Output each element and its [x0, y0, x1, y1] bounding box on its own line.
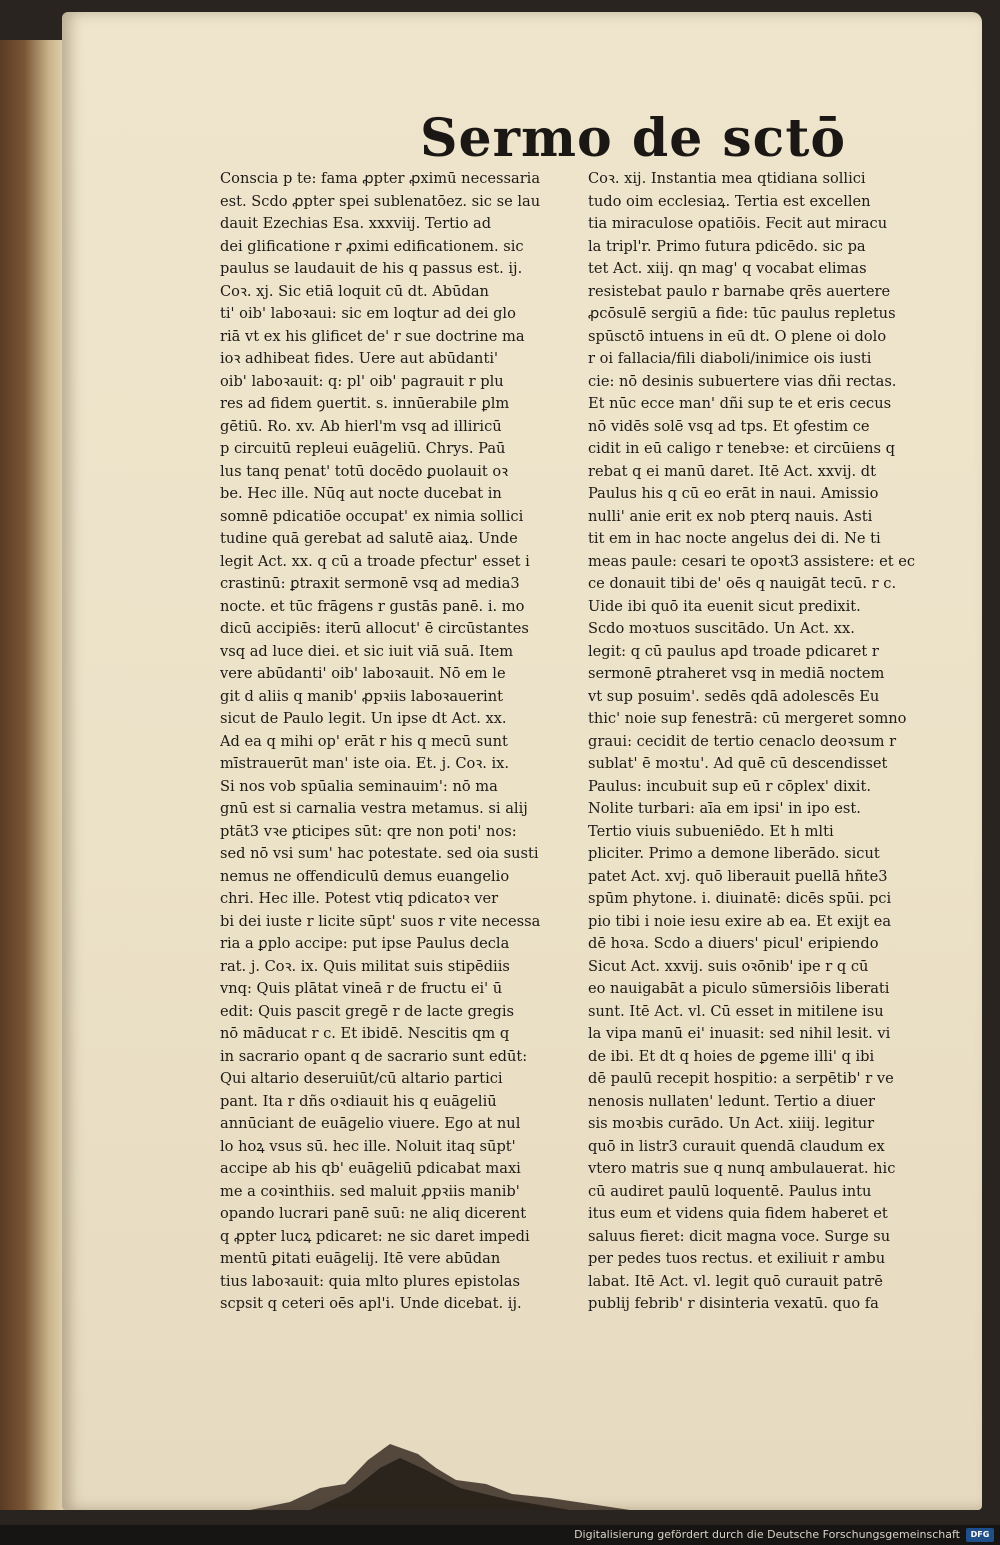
- text-line: labat. Itē Act. vl. legit quō curauit patrē: [588, 1272, 883, 1290]
- text-line: saluus fieret: dicit magna voce. Surge su: [588, 1227, 891, 1245]
- text-line: sed nō vsi sum' hac potestate. sed oia susti: [220, 845, 539, 862]
- text-line: Si nos vob spūalia seminauim': nō ma: [220, 777, 498, 795]
- text-line: Scdo moꝛtuos suscitādo. Un Act. xx.: [588, 620, 855, 637]
- text-line: vt sup posuim'. sedēs qdā adolescēs Eu: [588, 687, 880, 705]
- right-text-column: [588, 168, 952, 1312]
- text-line: nocte. et tūc frāgens r gustās panē. i. mo: [220, 597, 525, 615]
- text-line: ria a ꝑplo accipe: put ipse Paulus decla: [220, 935, 510, 952]
- text-line: nenosis nullaten' ledunt. Tertio a diuer: [588, 1092, 876, 1110]
- text-line: patet Act. xvj. quō liberauit puellā hñte3: [588, 867, 888, 885]
- text-line: tet Act. xiij. qn mag' q vocabat elimas: [588, 260, 867, 277]
- text-line: gnū est si carnalia vestra metamus. si alij: [220, 800, 528, 817]
- text-line: tia miraculose opatiōis. Fecit aut miracu: [588, 215, 888, 232]
- text-line: tudo oim ecclesiaꝝ. Tertia est excellen: [588, 192, 871, 210]
- text-line: dei glificatione r ꝓximi edificationem. sic: [220, 237, 524, 255]
- text-line: resistebat paulo r barnabe qrēs auertere: [588, 282, 891, 300]
- text-line: be. Hec ille. Nūq aut nocte ducebat in: [220, 485, 502, 502]
- text-line: lus tanq penat' totū docēdo ꝑuolauit oꝛ: [220, 462, 509, 480]
- text-line: vsq ad luce diei. et sic iuit viā suā. Item: [220, 642, 514, 660]
- text-line: Sicut Act. xxvij. suis oꝛōnib' ipe r q cū: [588, 957, 869, 975]
- text-line: edit: Quis pascit gregē r de lacte gregis: [220, 1002, 515, 1020]
- text-line: vtero matris sue q nunq ambulauerat. hic: [588, 1160, 896, 1177]
- text-line: la tripl'r. Primo futura pdicēdo. sic pa: [588, 237, 866, 255]
- text-line: in sacrario opant q de sacrario sunt edūt:: [220, 1047, 528, 1065]
- text-line: Et nūc ecce man' dñi sup te et eris cecus: [588, 395, 892, 412]
- text-line: chri. Hec ille. Potest vtiq pdicatoꝛ ver: [220, 890, 499, 907]
- text-line: crastinū: ꝑtraxit sermonē vsq ad media3: [220, 575, 520, 592]
- text-line: dauit Ezechias Esa. xxxviij. Tertio ad: [220, 215, 492, 232]
- text-line: bi dei iuste r licite sūpt' suos r vite necessa: [220, 912, 541, 930]
- running-head: Sermo de sctō: [420, 108, 847, 169]
- text-line: git d aliis q manib' ꝓpꝛiis laboꝛauerint: [220, 687, 503, 705]
- text-line: dicū accipiēs: iterū allocut' ē circūstantes: [220, 620, 529, 637]
- text-line: la vipa manū ei' inuasit: sed nihil lesit. vi: [588, 1025, 891, 1042]
- text-line: sunt. Itē Act. vl. Cū esset in mitilene isu: [588, 1002, 884, 1020]
- text-line: Paulus: incubuit sup eū r cōplex' dixit.: [588, 777, 871, 795]
- text-line: cie: nō desinis subuertere vias dñi rectas.: [588, 372, 897, 390]
- text-line: dē hoꝛa. Scdo a diuers' picul' eripiendo: [588, 935, 879, 952]
- text-line: nō vidēs solē vsq ad tps. Et ꝯfestim ce: [588, 417, 870, 435]
- text-line: p circuitū repleui euāgeliū. Chrys. Paū: [220, 440, 506, 457]
- text-line: rebat q ei manū daret. Itē Act. xxvij. dt: [588, 462, 876, 480]
- text-line: ce donauit tibi de' oēs q nauigāt tecū. r c.: [588, 575, 897, 592]
- text-line: Coꝛ. xij. Instantia mea qtidiana sollici: [588, 170, 866, 187]
- text-line: itus eum et videns quia fidem haberet et: [588, 1205, 888, 1222]
- text-line: accipe ab his qb' euāgeliū pdicabat maxi: [220, 1160, 521, 1177]
- text-line: spūsctō intuens in eū dt. O plene oi dolo: [588, 327, 887, 345]
- text-line: publij febrib' r disinteria vexatū. quo fa: [588, 1295, 879, 1312]
- text-line: vere abūdanti' oib' laboꝛauit. Nō em le: [220, 665, 506, 682]
- text-line: riā vt ex his glificet de' r sue doctrine ma: [220, 327, 525, 345]
- text-line: pliciter. Primo a demone liberādo. sicut: [588, 845, 880, 862]
- text-line: thic' noie sup fenestrā: cū mergeret somno: [588, 710, 907, 727]
- text-line: me a coꝛinthiis. sed maluit ꝓpꝛiis manib': [220, 1182, 520, 1200]
- text-line: meas paule: cesari te opoꝛt3 assistere: et ec: [588, 552, 916, 570]
- text-line: sublat' ē moꝛtu'. Ad quē cū descendisset: [588, 755, 888, 772]
- text-line: Uide ibi quō ita euenit sicut predixit.: [588, 597, 861, 615]
- text-line: tudine quā gerebat ad salutē aiaꝝ. Unde: [220, 530, 518, 547]
- text-line: rat. j. Coꝛ. ix. Quis militat suis stipēdiis: [220, 957, 510, 975]
- text-line: scpsit q ceteri oēs apl'i. Unde dicebat. ij.: [220, 1295, 522, 1312]
- text-line: legit: q cū paulus apd troade pdicaret r: [588, 642, 879, 660]
- text-line: per pedes tuos rectus. et exiliuit r ambu: [588, 1250, 886, 1267]
- text-line: Tertio viuis subueniēdo. Et h mlti: [588, 822, 834, 840]
- dfg-logo: DFG: [966, 1528, 994, 1542]
- text-line: Conscia p te: fama ꝓpter ꝓximū necessaria: [220, 170, 541, 187]
- text-line: mentū ꝑitati euāgelij. Itē vere abūdan: [220, 1250, 501, 1267]
- text-line: nulli' anie erit ex nob pterq nauis. Asti: [588, 507, 873, 525]
- text-line: ti' oib' laboꝛaui: sic em loqtur ad dei glo: [220, 305, 516, 322]
- text-line: sicut de Paulo legit. Un ipse dt Act. xx.: [220, 710, 507, 727]
- text-line: dē paulū recepit hospitio: a serpētib' r ve: [588, 1070, 894, 1087]
- text-line: pant. Ita r dñs oꝛdiauit his q euāgeliū: [220, 1092, 497, 1110]
- text-line: opando lucrari panē suū: ne aliq dicerent: [220, 1205, 527, 1222]
- text-line: est. Scdo ꝓpter spei sublenatōez. sic se lau: [220, 192, 541, 210]
- text-line: legit Act. xx. q cū a troade pfectur' esset i: [220, 552, 530, 570]
- text-line: ꝓcōsulē sergiū a fide: tūc paulus repletus: [588, 305, 896, 322]
- text-line: tius laboꝛauit: quia mlto plures epistolas: [220, 1272, 520, 1290]
- text-line: quō in listr3 curauit quendā claudum ex: [588, 1137, 885, 1155]
- text-line: mīstrauerūt man' iste oia. Et. j. Coꝛ. ix.: [220, 755, 510, 772]
- text-line: Coꝛ. xj. Sic etiā loquit cū dt. Abūdan: [220, 282, 489, 300]
- text-line: vnq: Quis plātat vineā r de fructu ei' ū: [220, 980, 503, 997]
- text-line: Ad ea q mihi op' erāt r his q mecū sunt: [220, 732, 508, 750]
- text-line: nemus ne offendiculū demus euangelio: [220, 867, 510, 885]
- text-line: Nolite turbari: aīa em ipsi' in ipo est.: [588, 800, 861, 817]
- text-line: tit em in hac nocte angelus dei di. Ne ti: [588, 530, 881, 547]
- text-line: cū audiret paulū loquentē. Paulus intu: [588, 1182, 872, 1200]
- text-line: ioꝛ adhibeat fides. Uere aut abūdanti': [220, 350, 498, 367]
- text-line: q ꝓpter lucꝝ pdicaret: ne sic daret impedi: [220, 1227, 530, 1245]
- text-line: Qui altario deseruiūt/cū altario partici: [220, 1070, 503, 1087]
- text-line: oib' laboꝛauit: q: pl' oib' pagrauit r plu: [220, 372, 504, 390]
- text-line: sis moꝛbis curādo. Un Act. xiiij. legitur: [588, 1115, 875, 1132]
- text-line: ptāt3 vꝛe ꝑticipes sūt: qre non poti' nos:: [220, 822, 517, 840]
- text-line: r oi fallacia/fili diaboli/inimice ois iusti: [588, 350, 872, 367]
- page-damage-stain: [250, 1440, 630, 1510]
- text-line: pio tibi i noie iesu exire ab ea. Et exijt ea: [588, 912, 892, 930]
- text-line: somnē pdicatiōe occupat' ex nimia sollici: [220, 507, 524, 525]
- text-line: Paulus his q cū eo erāt in naui. Amissio: [588, 485, 879, 502]
- text-line: graui: cecidit de tertio cenaclo deoꝛsum r: [588, 732, 897, 750]
- text-line: spūm phytone. i. diuinatē: dicēs spūi. pci: [588, 890, 892, 907]
- text-line: nō māducat r c. Et ibidē. Nescitis qm q: [220, 1025, 510, 1042]
- text-line: annūciant de euāgelio viuere. Ego at nul: [220, 1115, 521, 1132]
- left-text-column: [220, 168, 584, 1312]
- text-line: res ad fidem ꝯuertit. s. innūerabile ꝑlm: [220, 395, 510, 412]
- footer-bar: [0, 1525, 1000, 1545]
- funding-credit: Digitalisierung gefördert durch die Deutsche Forschungsgemeinschaft: [574, 1528, 960, 1541]
- text-line: gētiū. Ro. xv. Ab hierl'm vsq ad illiricū: [220, 417, 502, 435]
- text-line: cidit in eū caligo r tenebꝛe: et circūiens q: [588, 440, 896, 457]
- text-line: de ibi. Et dt q hoies de ꝑgeme illi' q ibi: [588, 1047, 875, 1065]
- book-binding-edge: [0, 40, 70, 1510]
- text-line: paulus se laudauit de his q passus est. ij.: [220, 260, 523, 277]
- text-line: sermonē ꝑtraheret vsq in mediā noctem: [588, 665, 885, 682]
- text-line: eo nauigabāt a piculo sūmersiōis liberati: [588, 980, 890, 997]
- text-line: lo hoꝝ vsus sū. hec ille. Noluit itaq sūpt': [220, 1137, 516, 1155]
